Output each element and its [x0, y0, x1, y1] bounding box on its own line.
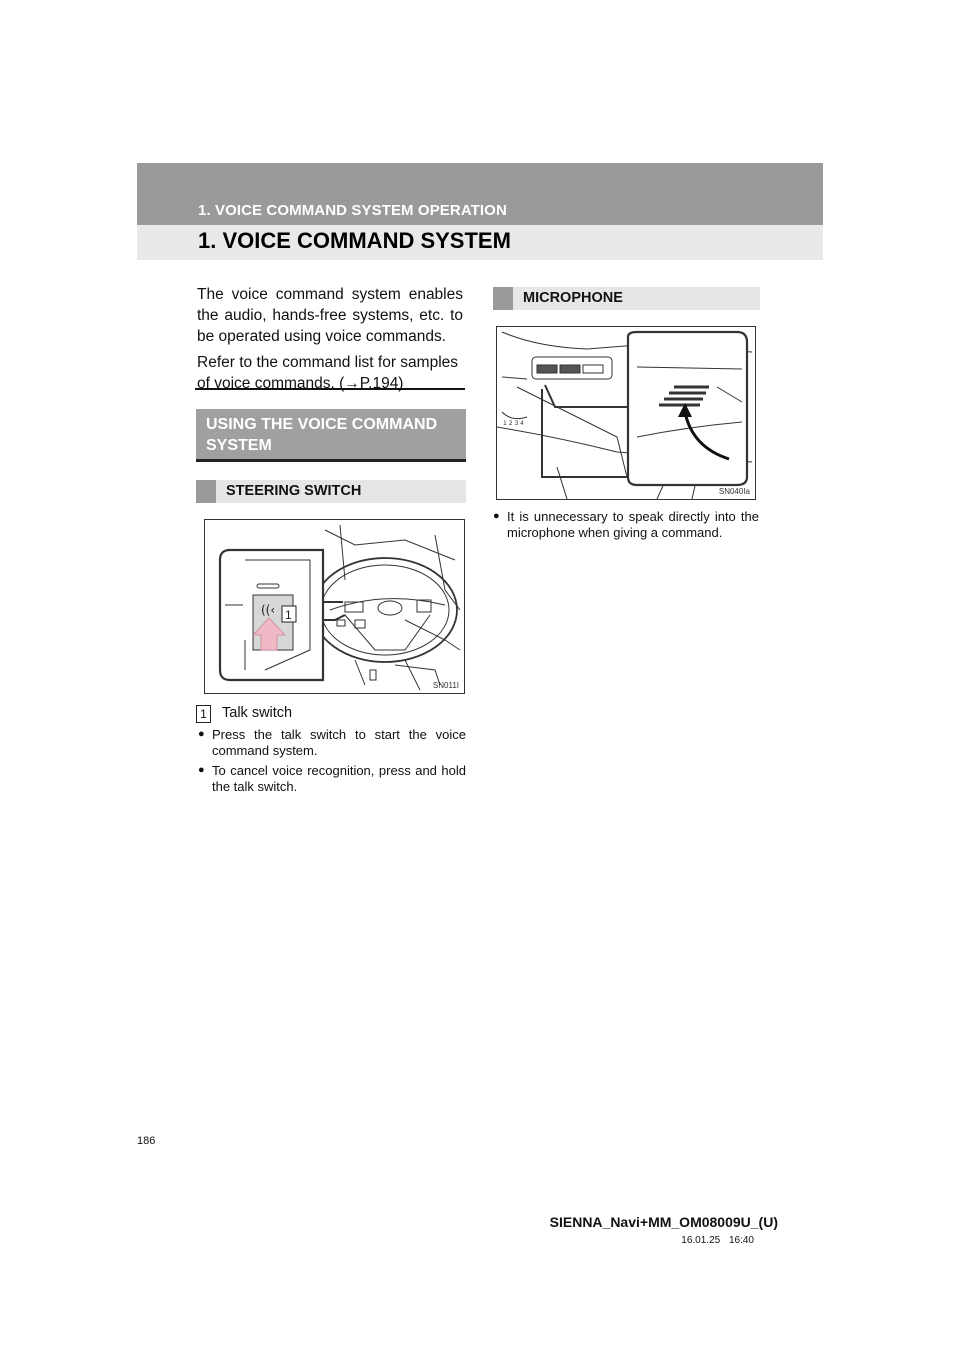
subheading-marker — [196, 480, 216, 503]
subheading-microphone — [493, 287, 760, 310]
document-id: SIENNA_Navi+MM_OM08009U_(U) — [549, 1214, 778, 1230]
bullet-icon: ● — [198, 764, 205, 776]
steering-bullet-list — [198, 727, 466, 799]
steering-switch-illustration — [204, 519, 465, 694]
subheading-text: MICROPHONE — [523, 290, 623, 306]
section-label: 1. VOICE COMMAND SYSTEM OPERATION — [198, 202, 507, 219]
microphone-bullet-list — [493, 509, 759, 545]
svg-text:((‹: ((‹ — [261, 603, 276, 617]
section-heading-text: USING THE VOICE COMMAND SYSTEM — [206, 416, 438, 454]
microphone-drawing — [497, 327, 755, 499]
microphone-figure-code: SN040Ia — [718, 487, 750, 496]
intro-box — [195, 284, 465, 390]
subheading-marker — [493, 287, 513, 310]
list-item: ● Press the talk switch to start the voice command system. — [198, 727, 466, 758]
callout-label: Talk switch — [222, 705, 293, 721]
document-timestamp: 16.01.25 16:40 — [681, 1235, 754, 1246]
svg-text:1 2 3 4: 1 2 3 4 — [503, 420, 524, 427]
steering-wheel-drawing — [205, 520, 464, 693]
bullet-icon: ● — [493, 510, 500, 522]
list-item: ● To cancel voice recognition, press and hold the talk switch. — [198, 763, 466, 794]
microphone-illustration — [496, 326, 756, 500]
subheading-steering-switch — [196, 480, 466, 503]
intro-paragraph-1: The voice command system enables the audio, hands-free systems, etc. to be operated using voice commands. — [197, 286, 463, 345]
subheading-text: STEERING SWITCH — [226, 483, 362, 499]
bullet-icon: ● — [198, 728, 205, 740]
callout-number-box: 1 — [196, 705, 211, 723]
page-number: 186 — [137, 1135, 156, 1147]
intro-paragraph-2: Refer to the command list for samples of voice commands. (→P.194) — [197, 354, 459, 392]
page-title: 1. VOICE COMMAND SYSTEM — [198, 228, 511, 253]
svg-text:1: 1 — [285, 608, 292, 622]
list-item: ● It is unnecessary to speak directly into the microphone when giving a command. — [493, 509, 759, 540]
steering-figure-code: SN011I — [432, 681, 459, 690]
section-heading-using — [196, 409, 466, 462]
